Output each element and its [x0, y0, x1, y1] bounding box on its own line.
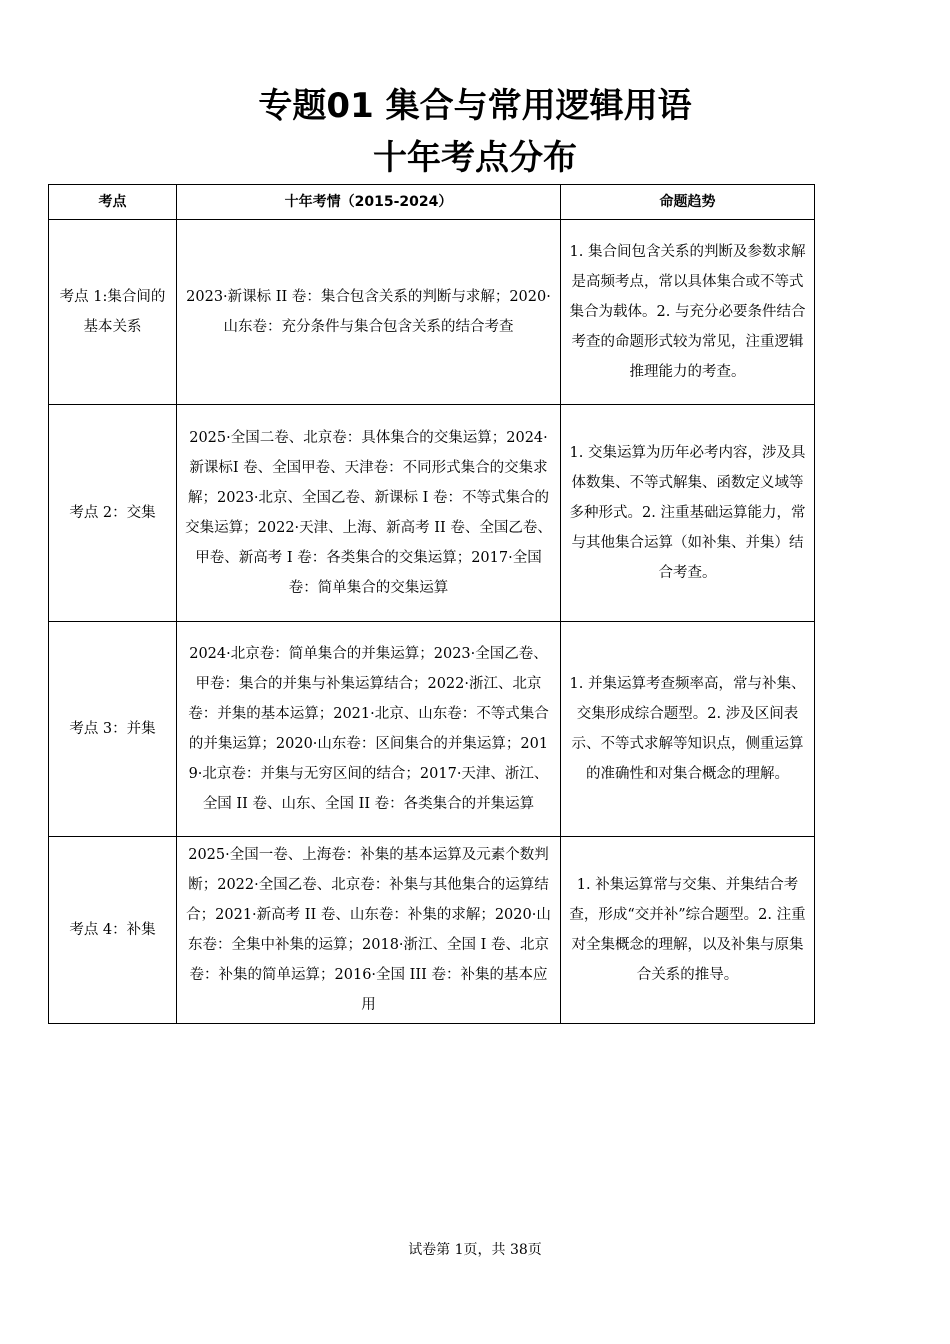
cell-history: 2025·全国一卷、上海卷：补集的基本运算及元素个数判断；2022·全国乙卷、北京卷：补集与其他集合的运算结合；2021·新高考 II 卷、山东卷：补集的求解；2020·山东卷：全集中补集的运算；2018·浙江、全国 I 卷、北京卷：补集的简单运算；2016·全国 III 卷：补集的基本应用 [177, 837, 561, 1024]
document-subtitle: 十年考点分布 [373, 138, 577, 178]
page-footer: 试卷第 1页，共 38页 [408, 1242, 542, 1258]
table-row [49, 220, 815, 405]
cell-trend: 1. 交集运算为历年必考内容，涉及具体数集、不等式解集、函数定义域等多种形式。2. 注重基础运算能力，常与其他集合运算（如补集、并集）结合考查。 [561, 405, 815, 622]
cell-trend: 1. 补集运算常与交集、并集结合考查，形成“交并补”综合题型。2. 注重对全集概念的理解，以及补集与原集合关系的推导。 [561, 837, 815, 1024]
header-history: 十年考情（2015-2024） [177, 185, 561, 220]
cell-history: 2024·北京卷：简单集合的并集运算；2023·全国乙卷、甲卷：集合的并集与补集运算结合；2022·浙江、北京卷：并集的基本运算；2021·北京、山东卷：不等式集合的并集运算；2020·山东卷：区间集合的并集运算；2019·北京卷：并集与无穷区间的结合；2017·天津、浙江、全国 II 卷、山东、全国 II 卷：各类集合的并集运算 [177, 622, 561, 837]
cell-history: 2025·全国二卷、北京卷：具体集合的交集运算；2024·新课标I 卷、全国甲卷、天津卷：不同形式集合的交集求解；2023·北京、全国乙卷、新课标 I 卷：不等式集合的交集运算；2022·天津、上海、新高考 II 卷、全国乙卷、甲卷、新高考 I 卷：各类集合的交集运算；2017·全国卷：简单集合的交集运算 [177, 405, 561, 622]
cell-point: 考点 2：交集 [49, 405, 177, 622]
table-row [49, 622, 815, 837]
cell-trend: 1. 并集运算考查频率高，常与补集、交集形成综合题型。2. 涉及区间表示、不等式求解等知识点，侧重运算的准确性和对集合概念的理解。 [561, 622, 815, 837]
table-row [49, 405, 815, 622]
table-row [49, 837, 815, 1024]
cell-point: 考点 3：并集 [49, 622, 177, 837]
cell-point: 考点 1:集合间的基本关系 [49, 220, 177, 405]
header-trend: 命题趋势 [561, 185, 815, 220]
cell-trend: 1. 集合间包含关系的判断及参数求解是高频考点，常以具体集合或不等式集合为载体。2. 与充分必要条件结合考查的命题形式较为常见，注重逻辑推理能力的考查。 [561, 220, 815, 405]
table-header-row [49, 185, 815, 220]
exam-points-table [48, 184, 815, 1024]
cell-history: 2023·新课标 II 卷：集合包含关系的判断与求解；2020·山东卷：充分条件与集合包含关系的结合考查 [177, 220, 561, 405]
cell-point: 考点 4：补集 [49, 837, 177, 1024]
document-title: 专题01 集合与常用逻辑用语 [258, 86, 692, 126]
header-point: 考点 [49, 185, 177, 220]
